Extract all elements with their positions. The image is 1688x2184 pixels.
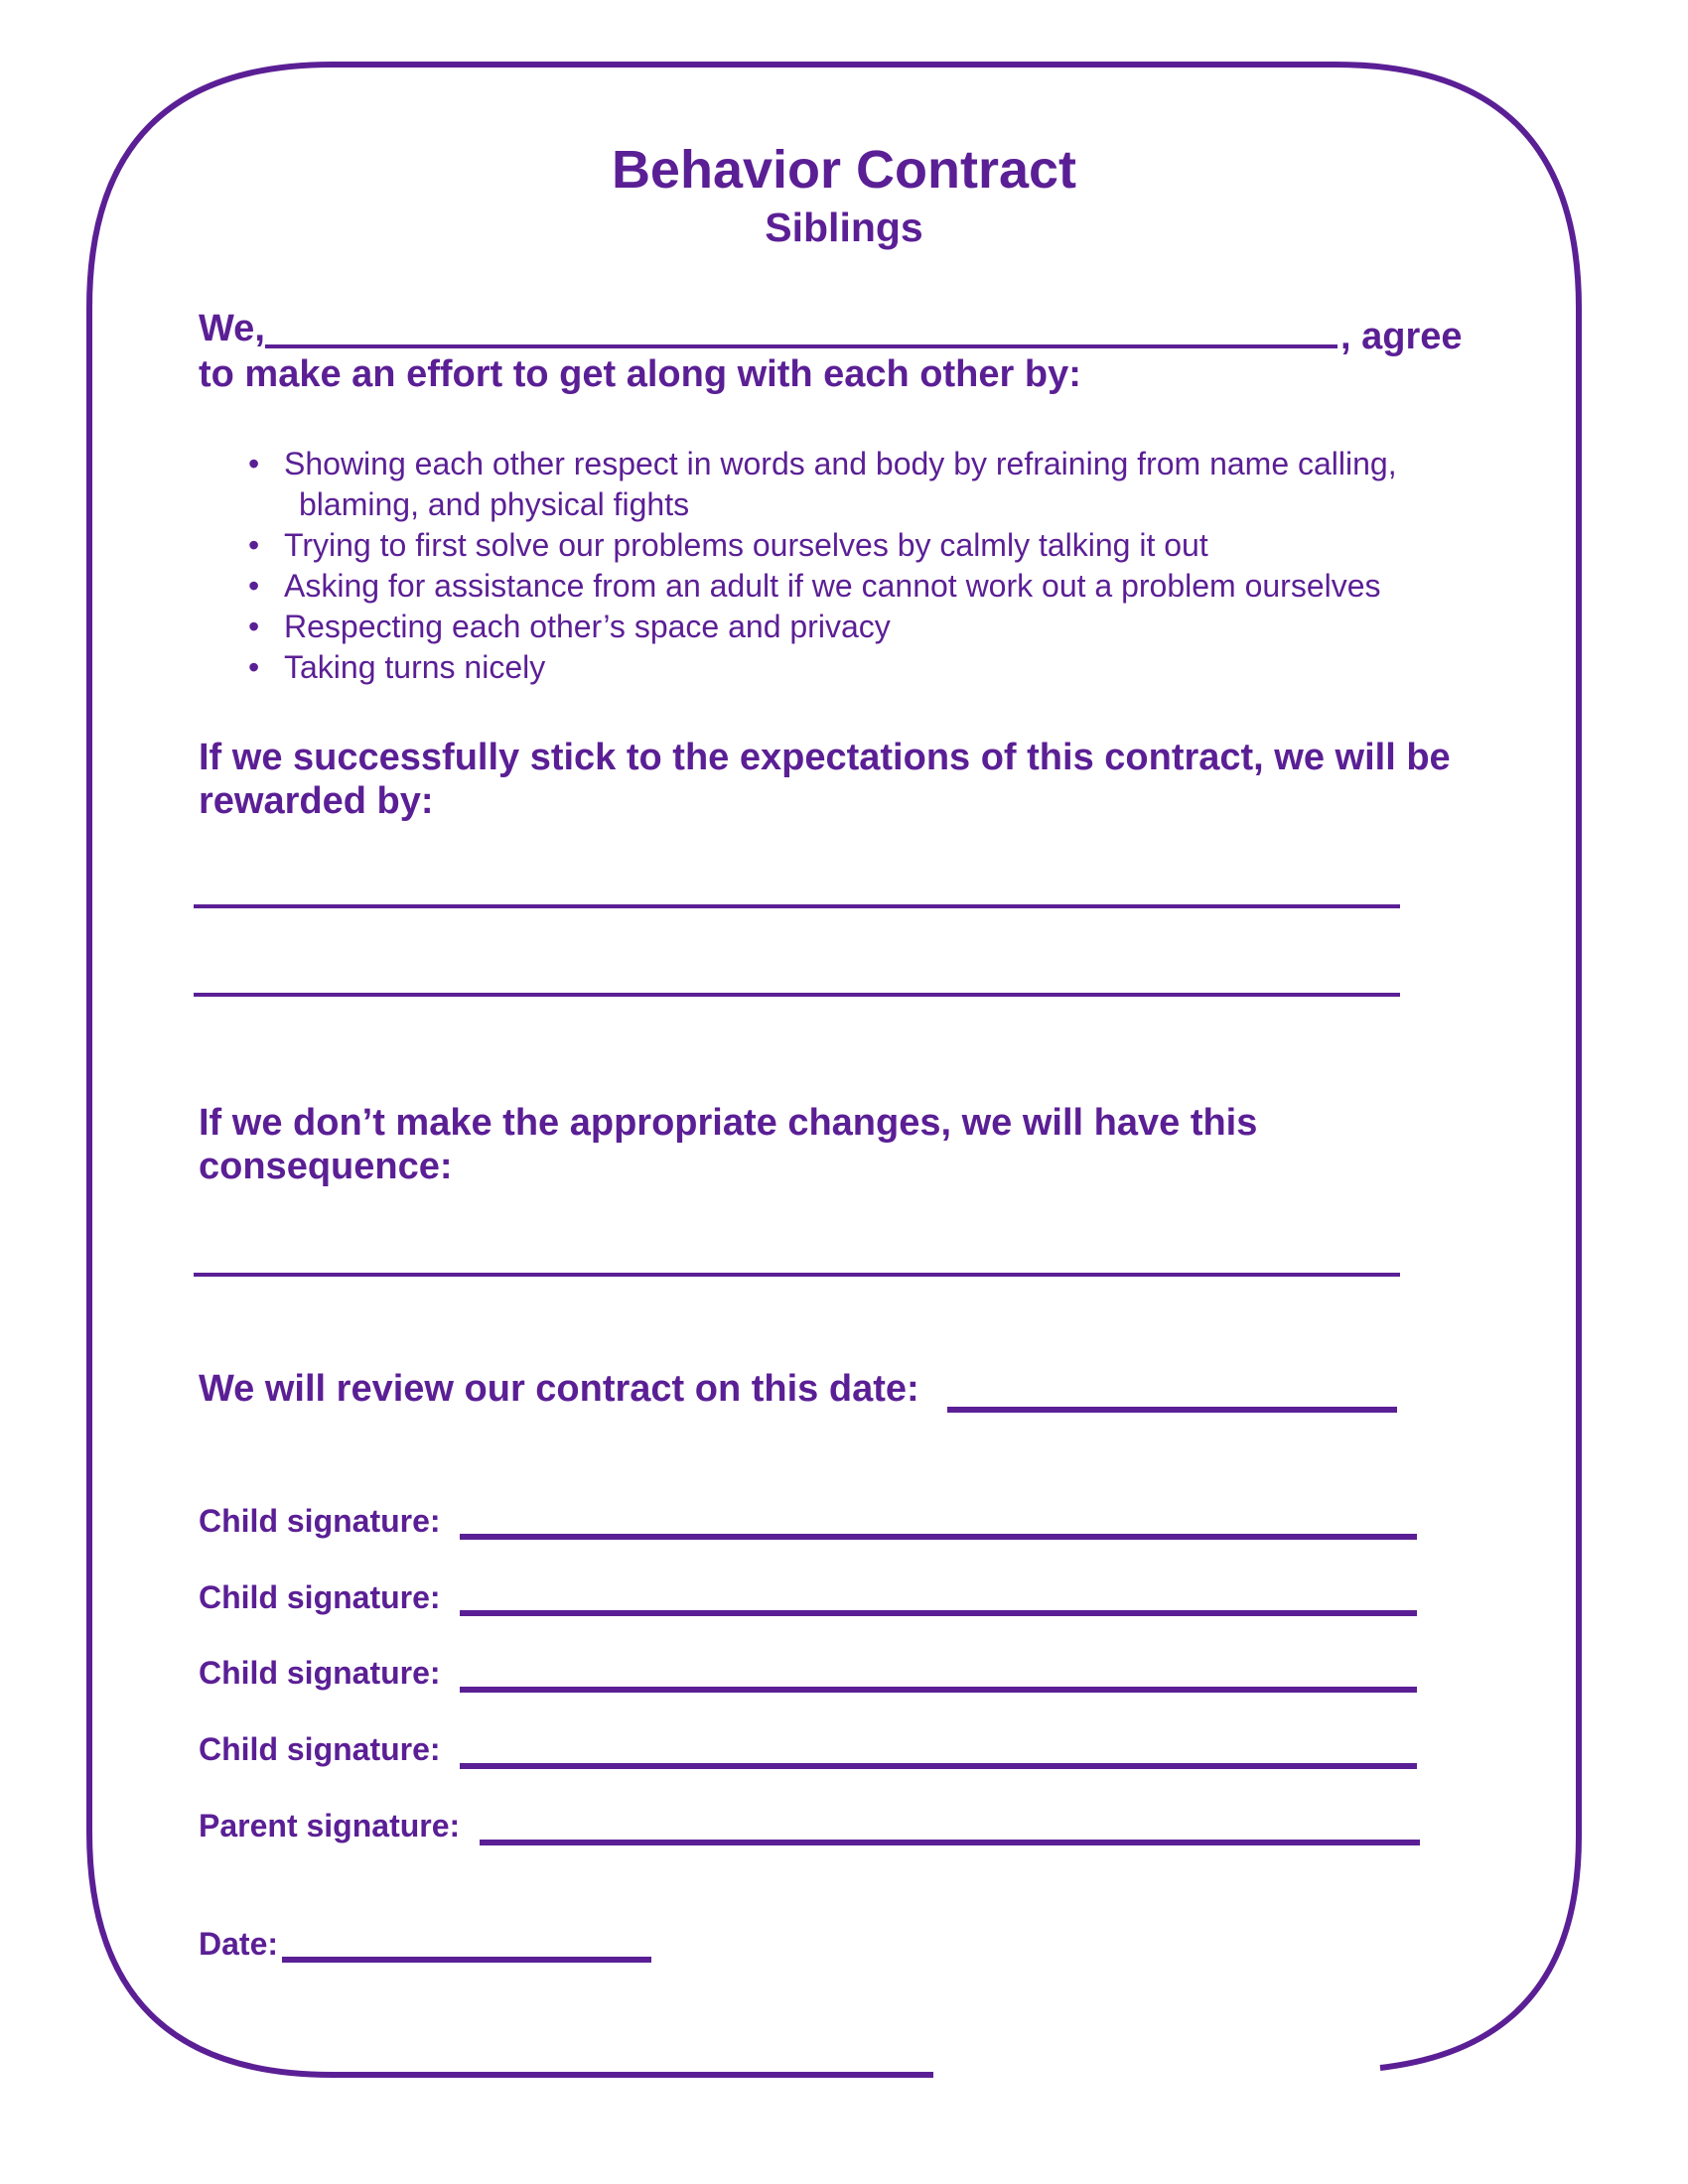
child-signature-line[interactable] [460, 1763, 1417, 1769]
consequence-heading-line-1: If we don’t make the appropriate changes, we will have this [199, 1102, 1258, 1144]
child-signature-label: Child signature: [199, 1579, 441, 1615]
review-date-line[interactable] [947, 1407, 1397, 1413]
page-title: Behavior Contract [611, 140, 1077, 200]
list-item-continuation: blaming, and physical fights [299, 486, 690, 522]
list-item [248, 566, 1397, 607]
list-item-text: Trying to first solve our problems ourselves by calmly talking it out [284, 527, 1208, 563]
list-item [248, 607, 1397, 647]
page-subtitle: Siblings [765, 205, 923, 250]
date-label: Date: [199, 1926, 279, 1962]
child-signature-label: Child signature: [199, 1503, 441, 1539]
child-signature-line[interactable] [460, 1534, 1417, 1540]
child-signature-label: Child signature: [199, 1731, 441, 1767]
list-item-text: Asking for assistance from an adult if we cannot work out a problem ourselves [284, 568, 1381, 604]
list-item [248, 647, 1397, 688]
parent-signature-line[interactable] [480, 1840, 1420, 1845]
expectations-list [248, 444, 1397, 688]
reward-heading-line-1: If we successfully stick to the expectations of this contract, we will be [199, 737, 1451, 778]
parent-signature-label: Parent signature: [199, 1808, 461, 1843]
consequence-blank-line[interactable] [194, 1273, 1400, 1277]
reward-blank-line-2[interactable] [194, 993, 1400, 997]
consequence-heading-line-2: consequence: [199, 1146, 453, 1187]
child-signature-line[interactable] [460, 1610, 1417, 1616]
list-item-text: Respecting each other’s space and privacy [284, 609, 891, 644]
names-blank-line[interactable] [265, 344, 1337, 348]
list-item-text: Showing each other respect in words and body by refraining from name calling, [284, 446, 1397, 481]
date-line[interactable] [282, 1957, 651, 1963]
reward-heading-line-2: rewarded by: [199, 780, 434, 822]
agreement-tail: , agree [1340, 316, 1463, 357]
agreement-lead: We, [199, 308, 265, 349]
list-item [248, 525, 1397, 566]
child-signature-label: Child signature: [199, 1655, 441, 1691]
child-signature-line[interactable] [460, 1687, 1417, 1693]
agreement-line-2: to make an effort to get along with each other by: [199, 353, 1081, 395]
list-item-text: Taking turns nicely [284, 649, 546, 685]
list-item [248, 444, 1397, 525]
reward-blank-line-1[interactable] [194, 904, 1400, 908]
review-date-label: We will review our contract on this date: [199, 1368, 919, 1410]
